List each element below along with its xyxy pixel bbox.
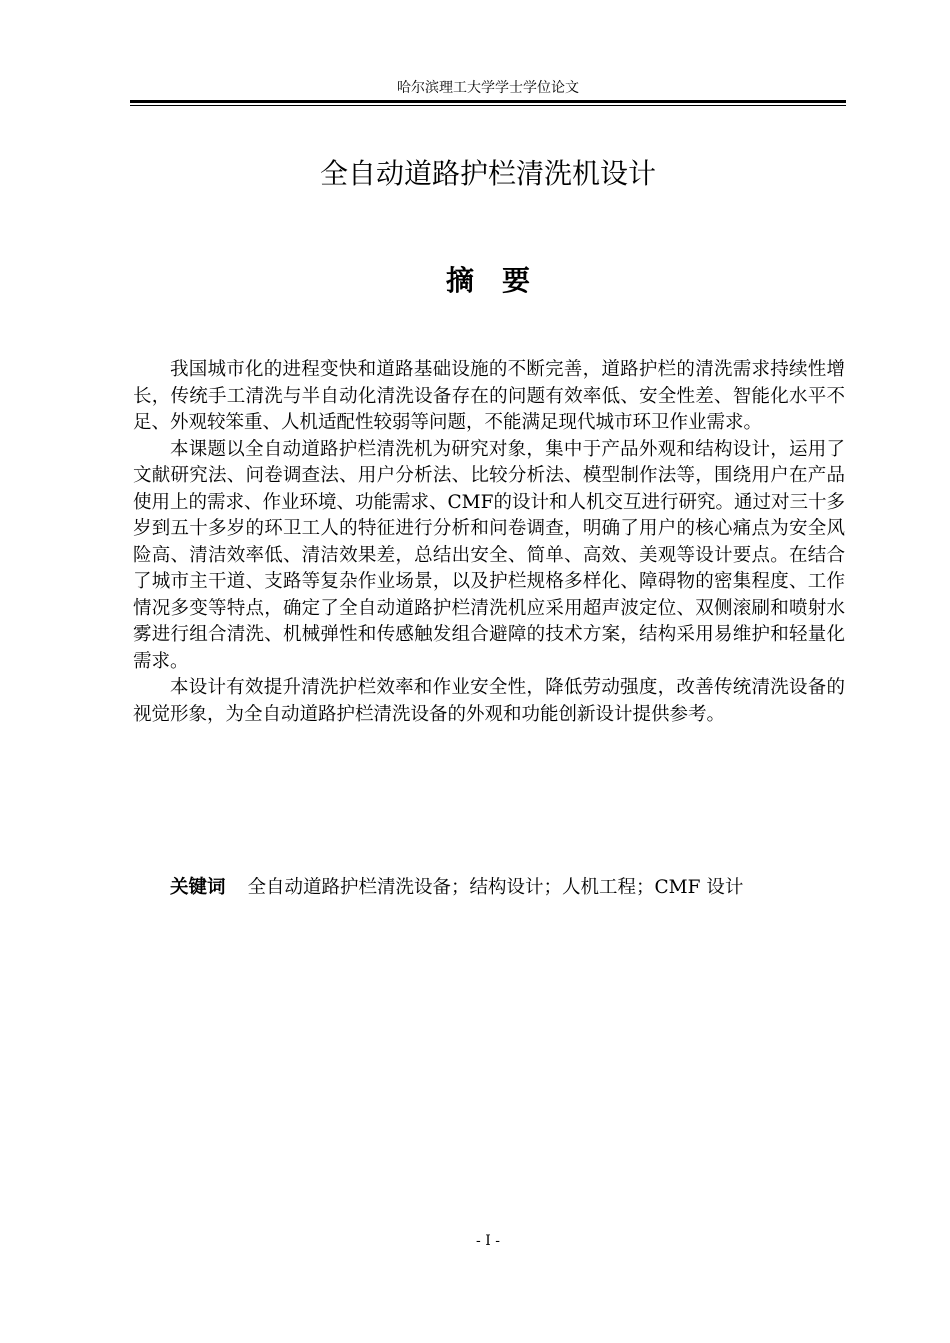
keywords-text: 全自动道路护栏清洗设备；结构设计；人机工程；CMF 设计 [247, 877, 744, 898]
keywords-line [133, 873, 845, 903]
header-rule-thick [130, 100, 846, 103]
page-number: - I - [476, 1233, 500, 1249]
abstract-heading: 摘要 [445, 264, 558, 297]
abstract-paragraph-2: 本课题以全自动道路护栏清洗机为研究对象，集中于产品外观和结构设计，运用了文献研究法、问卷调查法、用户分析法、比较分析法、模型制作法等，围绕用户在产品使用上的需求、作业环境、功能需求、CMF的设计和人机交互进行研究。通过对三十多岁到五十多岁的环卫工人的特征进行分析和问卷调查，明确了用户的核心痛点为安全风险高、清洁效率低、清洁效果差，总结出安全、简单、高效、美观等设计要点。在结合了城市主干道、支路等复杂作业场景，以及护栏规格多样化、障碍物的密集程度、工作情况多变等特点，确定了全自动道路护栏清洗机应采用超声波定位、双侧滚刷和喷射水雾进行组合清洗、机械弹性和传感触发组合避障的技术方案，结构采用易维护和轻量化需求。 [133, 438, 845, 672]
running-header: 哈尔滨理工大学学士学位论文 [397, 80, 579, 96]
abstract-paragraph-1: 我国城市化的进程变快和道路基础设施的不断完善，道路护栏的清洗需求持续性增长，传统手工清洗与半自动化清洗设备存在的问题有效率低、安全性差、智能化水平不足、外观较笨重、人机适配性较弱等问题，不能满足现代城市环卫作业需求。 [133, 359, 845, 433]
thesis-title: 全自动道路护栏清洗机设计 [319, 157, 656, 190]
header-rule-thin [130, 105, 846, 106]
abstract-body [133, 357, 845, 728]
abstract-paragraph-3: 本设计有效提升清洗护栏效率和作业安全性，降低劳动强度，改善传统清洗设备的视觉形象，为全自动道路护栏清洗设备的外观和功能创新设计提供参考。 [133, 677, 845, 725]
keywords-label: 关键词 [170, 877, 226, 898]
